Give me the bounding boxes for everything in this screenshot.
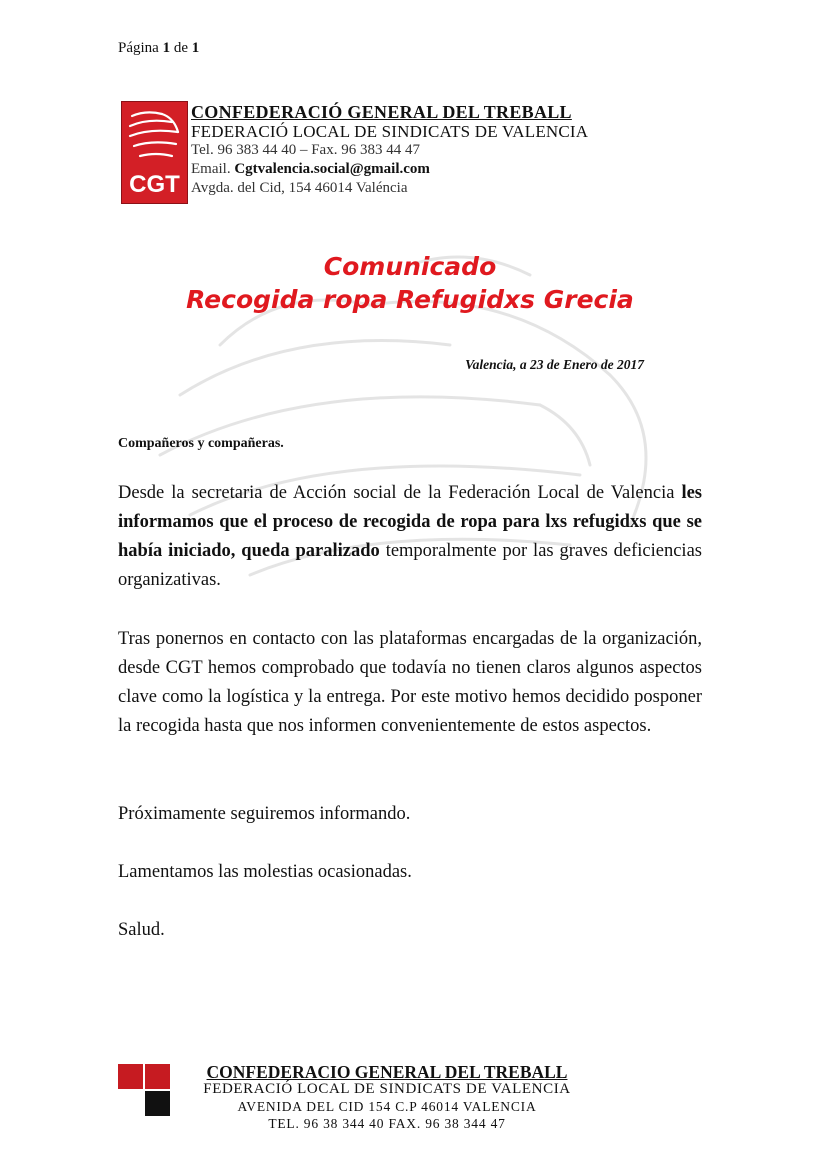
org-federation: FEDERACIÓ LOCAL DE SINDICATS DE VALENCIA: [191, 122, 589, 141]
paragraph-2: Tras ponernos en contacto con las plataformas encargadas de la organización, desde CGT hemos comprobado que todavía no tienen claros algunos aspectos clave como la logística y la entrega. Por este motivo hemos decidido posponer la recogida hasta que nos informen convenientemente de estos aspectos.: [118, 629, 702, 736]
footer-phone-fax: TEL. 96 38 344 40 FAX. 96 38 344 47: [268, 1116, 506, 1131]
page-label: Página: [118, 40, 159, 56]
footer-square-red-1: [118, 1064, 143, 1089]
org-email: Cgtvalencia.social@gmail.com: [234, 161, 430, 177]
logo-text: CGT: [129, 171, 180, 198]
paragraph-4: Lamentamos las molestias ocasionadas.: [118, 862, 412, 882]
org-address: Avgda. del Cid, 154 46014 Valéncia: [191, 180, 408, 196]
date-line: Valencia, a 23 de Enero de 2017: [465, 357, 644, 372]
page-total: 1: [191, 40, 200, 56]
greeting: Compañeros y compañeras.: [118, 436, 284, 451]
paragraph-1-intro: Desde la secretaria de Acción social de la Federación Local de Valencia: [118, 483, 675, 503]
title-line-1: Comunicado: [323, 252, 497, 281]
title-line-2: Recogida ropa Refugidxs Grecia: [186, 285, 634, 314]
footer: [187, 1064, 587, 1132]
org-phone-fax: Tel. 96 383 44 40 – Fax. 96 383 44 47: [191, 142, 420, 158]
footer-square-black: [145, 1091, 170, 1116]
org-name: CONFEDERACIÓ GENERAL DEL TREBALL: [191, 102, 572, 122]
page-separator: de: [173, 40, 188, 56]
paragraph-1-bold: les informamos que el proceso de recogida de ropa para lxs refugidxs que se había iniciado, queda paralizado: [118, 483, 703, 561]
org-header: [191, 103, 588, 198]
footer-title: CONFEDERACIO GENERAL DEL TREBALL: [206, 1062, 568, 1082]
cgt-logo: [121, 101, 188, 204]
paragraph-3: Próximamente seguiremos informando.: [118, 804, 411, 824]
paragraph-1: [118, 479, 702, 595]
footer-address: AVENIDA DEL CID 154 C.P 46014 VALENCIA: [237, 1099, 537, 1114]
page-number: [118, 40, 199, 57]
page-current: 1: [162, 40, 171, 56]
email-label: Email.: [191, 161, 231, 177]
fist-icon: [126, 106, 183, 168]
footer-square-red-2: [145, 1064, 170, 1089]
paragraph-1-end: temporalmente por las graves deficiencias organizativas.: [118, 541, 702, 590]
paragraph-5: Salud.: [118, 920, 165, 940]
footer-logo-squares: [118, 1064, 172, 1118]
footer-federation: FEDERACIÓ LOCAL DE SINDICATS DE VALENCIA: [203, 1081, 571, 1097]
org-email-line: [191, 160, 588, 179]
announcement-title: [100, 250, 720, 316]
